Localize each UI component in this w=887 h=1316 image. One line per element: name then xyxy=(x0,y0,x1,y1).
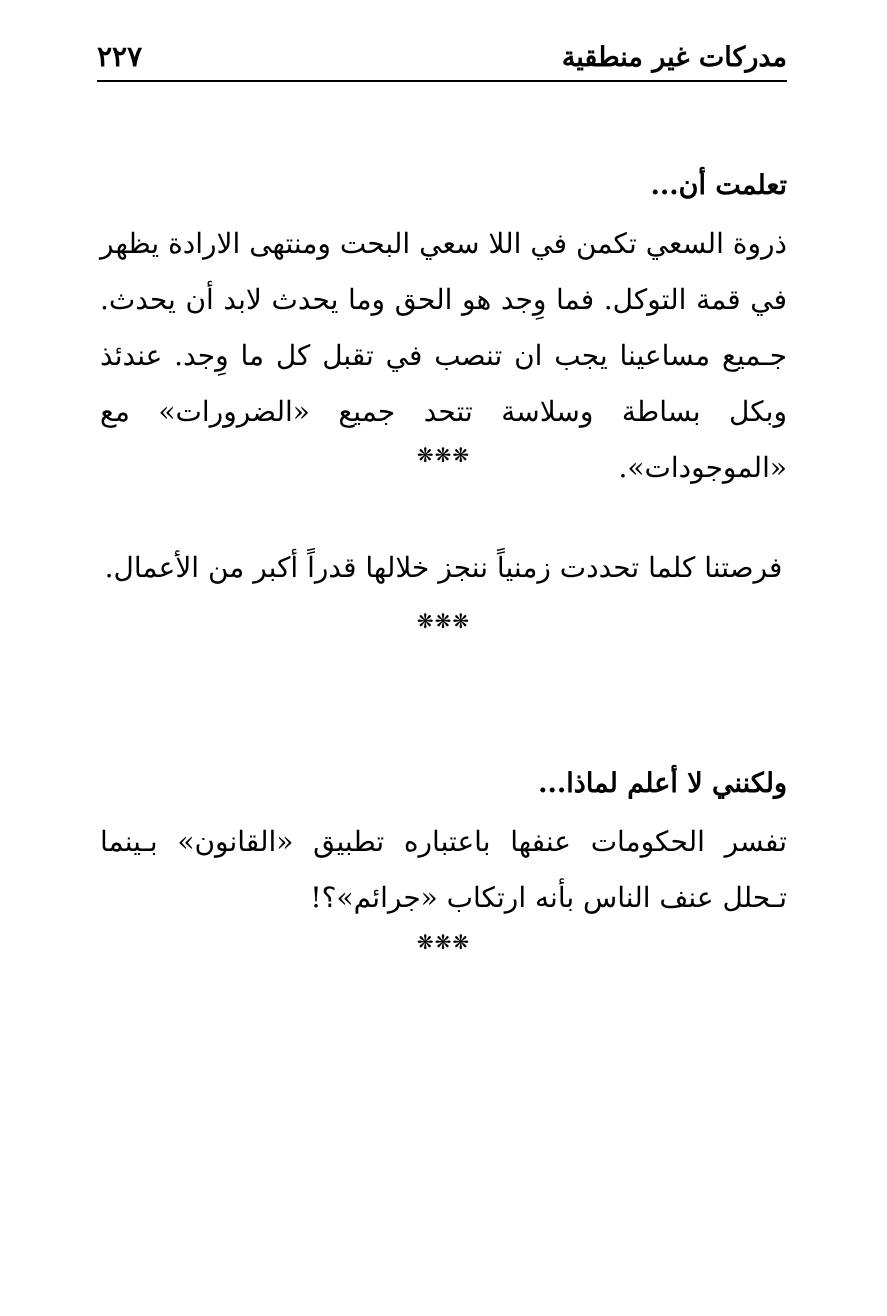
paragraph-opportunity: فرصتنا كلما تحددت زمنياً ننجز خلالها قدراً أكبر من الأعمال. xyxy=(104,551,783,584)
page-number: ٢٢٧ xyxy=(97,40,143,73)
paragraph-learned: ذروة السعي تكمن في اللا سعي البحت ومنتهى الارادة يظهر في قمة التوكل. فما وِجد هو الحق وما يحدث لابد أن يحدث. جـميع مساعينا يجب ان تنصب في تقبل كل ما وِجد. عندئذ وبكل بساطة وسلاسة تتحد جميع «الضرورات» مع «الموجودات». xyxy=(100,227,787,484)
running-head xyxy=(97,40,787,80)
paragraph-dont-know: تفسر الحكومات عنفها باعتباره تطبيق «القانون» بـينما تـحلل عنف الناس بأنه ارتكاب «جرائم»؟! xyxy=(100,825,787,914)
separator-stars-1: ❋❋❋ xyxy=(416,443,471,467)
running-title: مدركات غير منطقية xyxy=(561,42,787,73)
header-rule xyxy=(97,80,787,82)
section-heading-dont-know: ولكنني لا أعلم لماذا... xyxy=(538,768,787,799)
separator-stars-3: ❋❋❋ xyxy=(416,930,471,954)
separator-stars-2: ❋❋❋ xyxy=(416,609,471,633)
section-heading-learned: تعلمت أن... xyxy=(650,170,787,201)
